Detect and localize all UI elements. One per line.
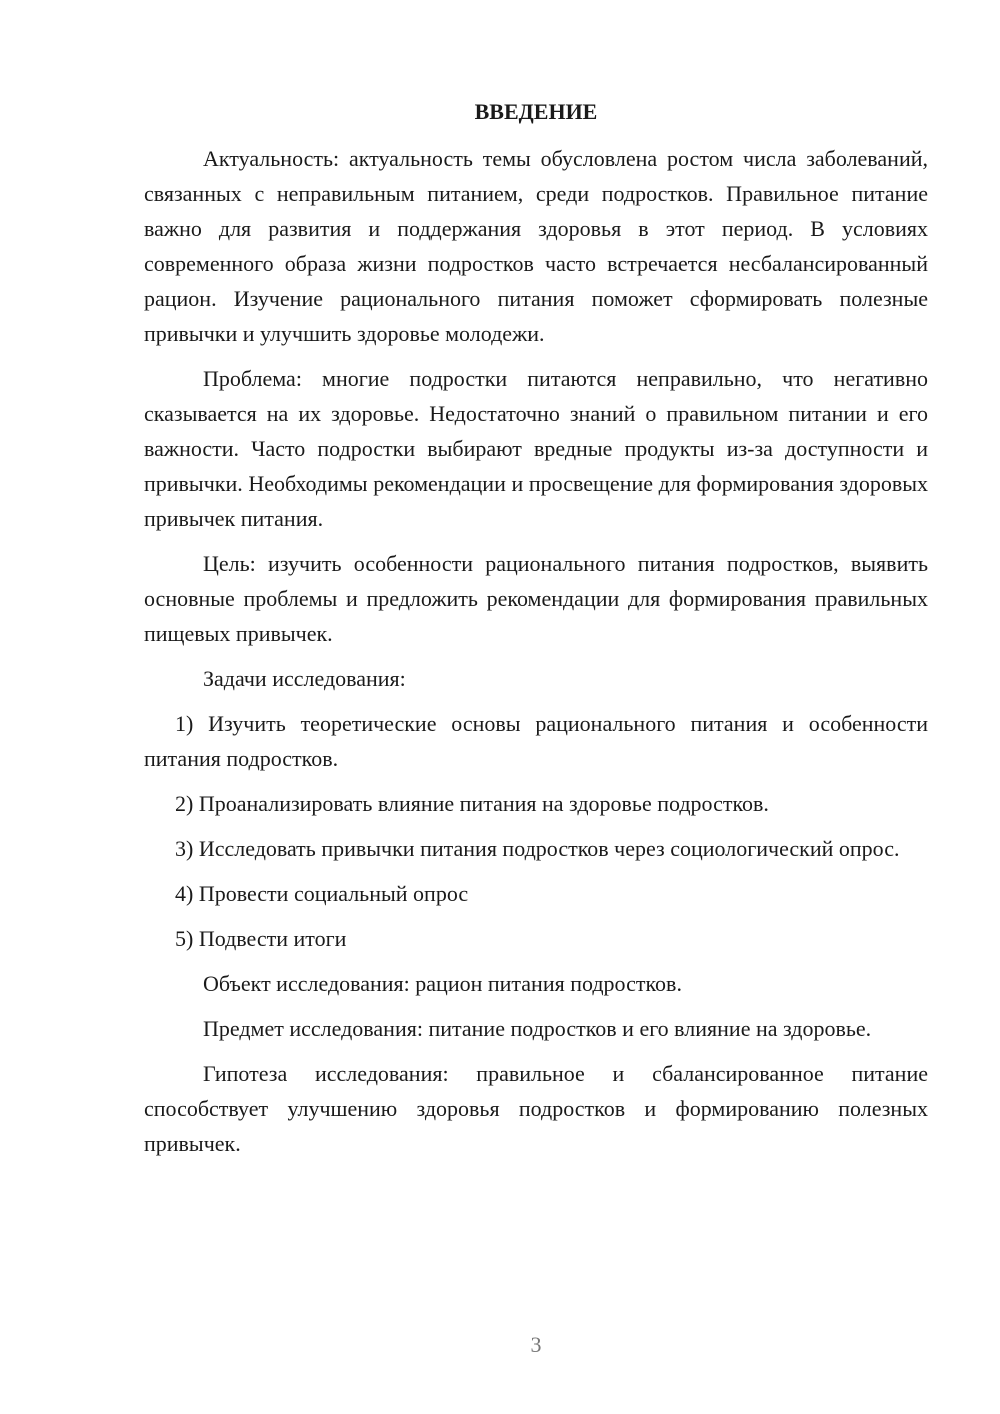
list-item-task-2: 2) Проанализировать влияние питания на здоровье подростков. xyxy=(175,791,769,816)
list-item-task-4: 4) Провести социальный опрос xyxy=(175,881,469,906)
paragraph-subject: Предмет исследования: питание подростков и его влияние на здоровье. xyxy=(203,1016,872,1041)
paragraph-problem: Проблема: многие подростки питаются неправильно, что негативно сказывается на их здоровье. Недостаточно знаний о правильном питании и его важности. Часто подростки выбирают вредные продукты из-за доступности и привычки. Необходимы рекомендации и просвещение для формирования здоровых привычек питания. xyxy=(144,366,928,531)
paragraph-object: Объект исследования: рацион питания подростков. xyxy=(203,971,682,996)
paragraph-hypothesis: Гипотеза исследования: правильное и сбалансированное питание способствует улучшению здоровья подростков и формированию полезных привычек. xyxy=(144,1061,928,1156)
document-page xyxy=(144,94,928,1171)
page-number: 3 xyxy=(530,1332,542,1357)
page-title: ВВЕДЕНИЕ xyxy=(474,99,598,124)
paragraph-goal: Цель: изучить особенности рационального питания подростков, выявить основные проблемы и предложить рекомендации для формирования правильных пищевых привычек. xyxy=(144,551,928,646)
list-item-task-5: 5) Подвести итоги xyxy=(175,926,347,951)
paragraph-relevance: Актуальность: актуальность темы обусловлена ростом числа заболеваний, связанных с неправильным питанием, среди подростков. Правильное питание важно для развития и поддержания здоровья в этот период. В условиях современного образа жизни подростков часто встречается несбалансированный рацион. Изучение рационального питания поможет сформировать полезные привычки и улучшить здоровье молодежи. xyxy=(144,146,928,346)
list-item-task-1: 1) Изучить теоретические основы рационального питания и особенности питания подростков. xyxy=(144,711,928,771)
list-item-task-3: 3) Исследовать привычки питания подростков через социологический опрос. xyxy=(175,836,900,861)
tasks-heading: Задачи исследования: xyxy=(203,666,406,691)
